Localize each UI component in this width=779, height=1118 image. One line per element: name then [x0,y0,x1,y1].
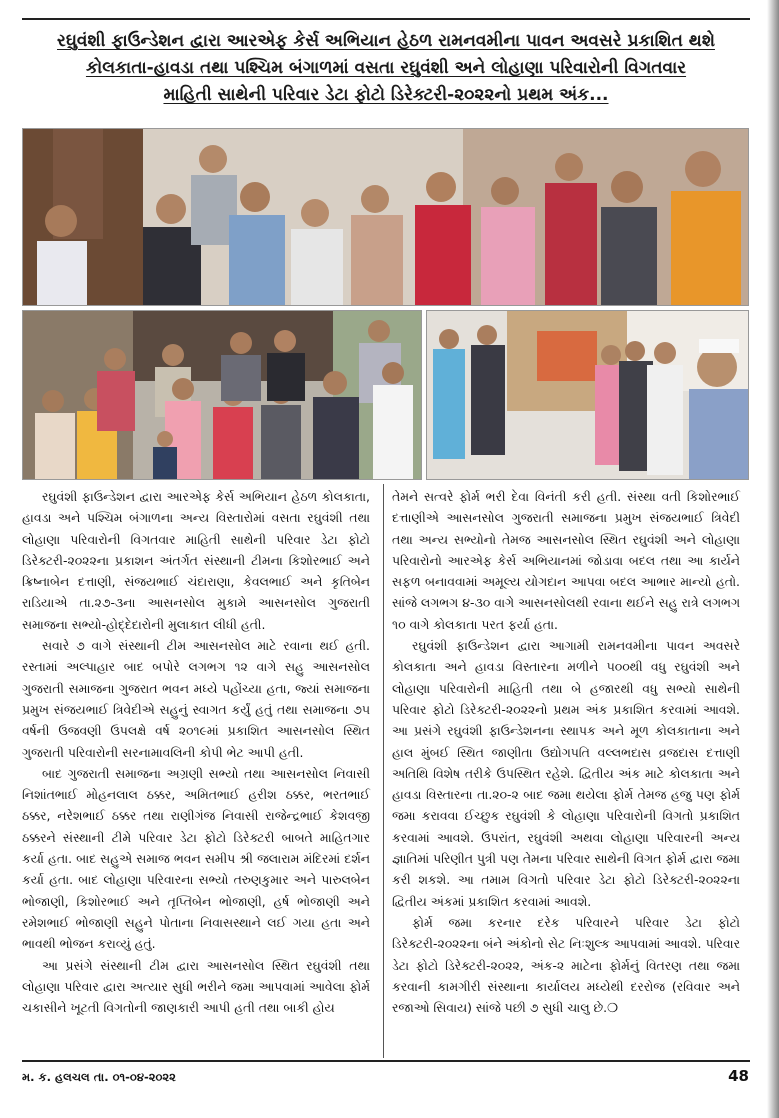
headline-line-1: રઘુવંશી ફાઉન્ડેશન દ્વારા આરએફ કેર્સ અભિયાન હેઠળ રામનવમીના પાવન અવસરે પ્રકાશિત થશે [57,31,715,51]
page-number: 48 [728,1067,749,1085]
group-photo-top [22,128,749,306]
article-column-right [392,486,740,1018]
paragraph: સવારે ૭ વાગે સંસ્થાની ટીમ આસનસોલ માટે રવાના થઈ હતી. રસ્તામાં અલ્પાહાર બાદ બપોરે લગભગ ૧૨ વાગે સહુ આસનસોલ ગુજરાતી સમાજના ગુજરાત ભવન મધ્યે પહોંચ્યા હતા, જ્યાં સમાજના પ્રમુખ સંજયભાઈ ત્રિવેદીએ સહુનું સ્વાગત કર્યું હતું તથા સમાજના ૭૫ વર્ષની ઉજવણી ઉપલક્ષે વર્ષ ૨૦૧૯માં પ્રકાશિત આસનસોલ સ્થિત ગુજરાતી પરિવારોની સરનામાવલિની કોપી ભેટ આપી હતી. [22,638,370,760]
top-rule [22,18,750,20]
headline [22,28,750,109]
paragraph: રઘુવંશી ફાઉન્ડેશન દ્વારા આરએફ કેર્સ અભિયાન હેઠળ કોલકાતા, હાવડા અને પશ્ચિમ બંગાળના અન્ય વિસ્તારોમાં વસતા રઘુવંશી તથા લોહાણા પરિવારોની વિગતવાર માહિતી સાથેની પરિવાર ડેટા ફોટો ડિરેક્ટરી-૨૦૨૨ના પ્રકાશન અંતર્ગત સંસ્થાની ટીમના કિશોરભાઈ અને ક્રિષ્નાબેન દત્તાણી, સંજયભાઈ ચંદારાણા, કેવલભાઈ અને કૃતિબેન રાડિયાએ તા.૨૭-૩ના આસનસોલ મુકામે આસનસોલ ગુજરાતી સમાજના સભ્યો-હોદ્દેદારોની મુલાકાત લીધી હતી. [22,489,370,632]
group-photo-bottom-left [22,310,422,480]
headline-line-2: કોલકાતા-હાવડા તથા પશ્ચિમ બંગાળમાં વસતા રઘુવંશી અને લોહાણા પરિવારોની વિગતવાર [85,58,687,78]
paragraph: તેમને સત્વરે ફોર્મ ભરી દેવા વિનંતી કરી હતી. સંસ્થા વતી કિશોરભાઈ દત્તાણીએ આસનસોલ ગુજરાતી સમાજના પ્રમુખ સંજયભાઈ ત્રિવેદી તથા અન્ય સભ્યોનો તેમજ આસનસોલ સ્થિત રઘુવંશી અને લોહાણા પરિવારોનો આરએફ કેર્સ અભિયાનમાં જોડાવા બદલ તથા આ કાર્યને સફળ બનાવવામાં અમૂલ્ય યોગદાન આપવા બદલ આભાર માન્યો હતો. સાંજે લગભગ ૪-૩૦ વાગે આસનસોલથી રવાના થઈને સહુ રાત્રે લગભગ ૧૦ વાગે કોલકાતા પરત ફર્યા હતા. [392,489,740,632]
paragraph: આ પ્રસંગે સંસ્થાની ટીમ દ્વારા આસનસોલ સ્થિત રઘુવંશી તથા લોહાણા પરિવાર દ્વારા અત્યાર સુધી ભરીને જમા આપવામાં આવેલા ફોર્મ ચકાસીને ખૂટતી વિગતોની જાણકારી આપી હતી તથા બાકી હોય [22,957,370,1016]
article-column-left [22,486,370,1018]
paragraph: ફોર્મ જમા કરનાર દરેક પરિવારને પરિવાર ડેટા ફોટો ડિરેક્ટરી-૨૦૨૨ના બંને અંકોનો સેટ નિઃશુલ્ક આપવામાં આવશે. પરિવાર ડેટા ફોટો ડિરેક્ટરી-૨૦૨૨, અંક-૨ માટેના ફોર્મનું વિતરણ તથા જમા કરવાની કામગીરી સંસ્થાના કાર્યાલય મધ્યેથી દરરોજ (રવિવાર અને રજાઓ સિવાય) સાંજે પછી ૭ સુધી ચાલુ છે.❍ [392,914,740,1016]
footer-rule [22,1060,750,1062]
page-edge-shadow [767,0,779,1118]
group-photo-bottom-right [426,310,749,480]
publication-info: મ. ક. હલચલ તા. ૦૧-૦૪-૨૦૨૨ [22,1070,176,1084]
column-divider [383,484,384,1058]
paragraph: બાદ ગુજરાતી સમાજના અગ્રણી સભ્યો તથા આસનસોલ નિવાસી નિશાંતભાઈ મોહનલાલ ઠક્કર, અમિતભાઈ હરીશ ઠક્કર, ભરતભાઈ ઠક્કર, નરેશભાઈ ઠક્કર તથા રાણીગંજ નિવાસી રાજેન્દ્રભાઈ કેશવજી ઠક્કરને સંસ્થાની ટીમે પરિવાર ડેટા ફોટો ડિરેક્ટરી બાબતે માહિતગાર કર્યા હતા. બાદ સહુએ સમાજ ભવન સમીપ શ્રી જલારામ મંદિરમાં દર્શન કર્યા હતા. બાદ લોહાણા પરિવારના સભ્યો તરુણકુમાર અને પારુલબેન ભોજાણી, કિશોરભાઈ અને તૃપ્તિબેન ભોજાણી, હર્ષ ભોજાણી અને રમેશભાઈ ભોજાણી સહુને પોતાના નિવાસસ્થાને લઈ ગયા હતા અને ભાવથી ભોજન કરાવ્યું હતું. [22,765,370,952]
headline-line-3: માહિતી સાથેની પરિવાર ડેટા ફોટો ડિરેક્ટરી-૨૦૨૨નો પ્રથમ અંક... [163,85,609,105]
paragraph: રઘુવંશી ફાઉન્ડેશન દ્વારા આગામી રામનવમીના પાવન અવસરે કોલકાતા અને હાવડા વિસ્તારના મળીને ૫૦૦થી વધુ રઘુવંશી અને લોહાણા પરિવારોની માહિતી તથા બે હજારથી વધુ સભ્યો સાથેની પરિવાર ફોટો ડિરેક્ટરી-૨૦૨૨નો પ્રથમ અંક પ્રકાશિત કરવામાં આવશે. આ પ્રસંગે રઘુવંશી ફાઉન્ડેશનના સ્થાપક અને મૂળ કોલકાતાના અને હાલ મુંબઈ સ્થિત જાણીતા ઉદ્યોગપતિ વલ્લભદાસ વ્રજદાસ દત્તાણી અતિથિ વિશેષ તરીકે ઉપસ્થિત રહેશે. દ્વિતીય અંક માટે કોલકાતા અને હાવડા વિસ્તારના તા.૨૦-૨ બાદ જમા થયેલા ફોર્મ તેમજ હજુ પણ ફોર્મ જમા કરાવવા ઈચ્છુક રઘુવંશી કે લોહાણા પરિવારોની વિગતો પ્રકાશિત કરવામાં આવશે. ઉપરાંત, રઘુવંશી અથવા લોહાણા પરિવારની અન્ય જ્ઞાતિમાં પરિણીત પુત્રી પણ તેમના પરિવાર સાથેની વિગત ફોર્મ દ્વારા જમા કરી શકશે. આ તમામ વિગતો પરિવાર ડેટા ફોટો ડિરેક્ટરી-૨૦૨૨ના દ્વિતીય અંકમાં પ્રકાશિત કરવામાં આવશે. [392,638,740,909]
